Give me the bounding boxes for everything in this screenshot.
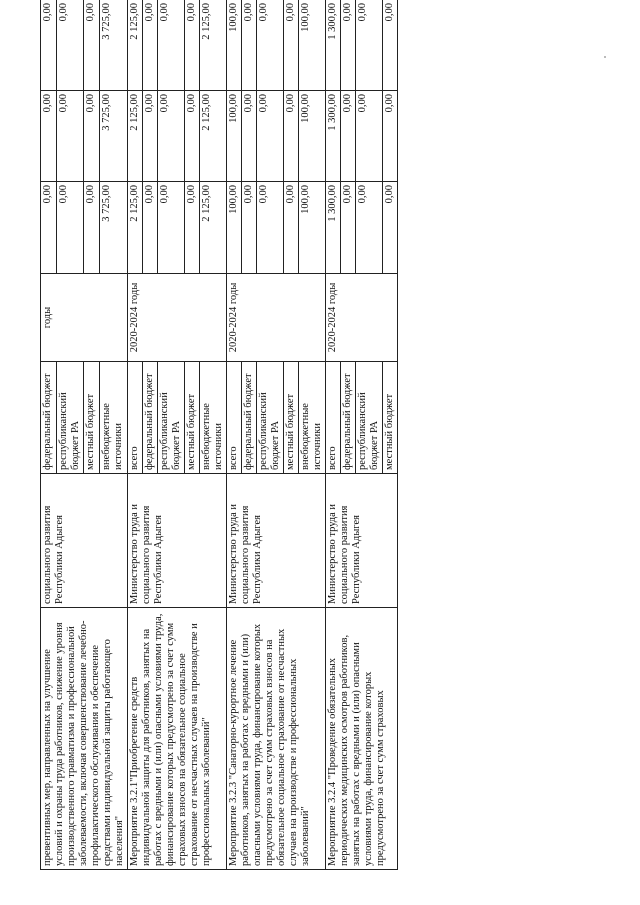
amount-cell: 0,00 [242, 0, 257, 91]
amount-cell: 0,00 [41, 91, 57, 182]
rotated-table-container [40, 0, 600, 870]
amount-cell: 0,00 [383, 91, 398, 182]
period-cell: 2020-2024 годы [326, 274, 398, 362]
amount-cell: 0,00 [158, 91, 185, 182]
amount-cell: 0,00 [143, 182, 158, 274]
amount-cell: 0,00 [383, 182, 398, 274]
amount-cell: 0,00 [341, 0, 356, 91]
funding-source-cell: местный бюджет [84, 362, 100, 474]
amount-cell: 0,00 [185, 182, 200, 274]
amount-cell: 0,00 [356, 91, 383, 182]
event-name-cell: Мероприятие 3.2.1"Приобретение средств индивидуальной защиты для работников, занятых на работах с вредными и (или) опасными условиями труда, финансирование которых предусмотрено за счет сумм страховых взносов на обязательное социальное страхование от несчастных случаев на производстве и профессиональных заболеваний" [128, 608, 227, 870]
amount-cell: 0,00 [143, 91, 158, 182]
executor-cell: Министерство труда и социального развития Республики Адыгея [227, 474, 326, 608]
amount-cell: 0,00 [56, 0, 84, 91]
amount-cell: 0,00 [341, 182, 356, 274]
amount-cell: 100,00 [299, 182, 326, 274]
amount-cell: 0,00 [356, 182, 383, 274]
period-cell: 2020-2024 годы [227, 274, 326, 362]
amount-cell: 0,00 [84, 182, 100, 274]
amount-cell: 2 125,00 [200, 91, 227, 182]
table-row [128, 0, 143, 870]
amount-cell: 2 125,00 [128, 91, 143, 182]
funding-source-cell: местный бюджет [185, 362, 200, 474]
event-name-cell: превентивных мер, направленных на улучшение условий и охраны труда работников, снижение уровня производственного травматизма и профессиональной заболеваемости, включая совершенствование лечебно-профилактического обслуживания и обеспечение средствами индивидуальной защиты работающего населения" [41, 608, 128, 870]
amount-cell: 100,00 [299, 0, 326, 91]
period-cell: 2020-2024 годы [128, 274, 227, 362]
amount-cell: 0,00 [56, 182, 84, 274]
funding-source-cell: республиканский бюджет РА [158, 362, 185, 474]
table-row [41, 0, 57, 870]
funding-source-cell: местный бюджет [284, 362, 299, 474]
amount-cell: 100,00 [227, 182, 242, 274]
amount-cell: 0,00 [257, 0, 284, 91]
amount-cell: 3 725,00 [100, 91, 128, 182]
executor-cell: социального развития Республики Адыгея [41, 474, 128, 608]
amount-cell: 0,00 [41, 182, 57, 274]
funding-source-cell: федеральный бюджет [41, 362, 57, 474]
funding-source-cell: всего [227, 362, 242, 474]
executor-cell: Министерство труда и социального развития Республики Адыгея [128, 474, 227, 608]
amount-cell: 0,00 [158, 182, 185, 274]
amount-cell: 0,00 [257, 91, 284, 182]
funding-source-cell: республиканский бюджет РА [257, 362, 284, 474]
funding-source-cell: федеральный бюджет [143, 362, 158, 474]
amount-cell: 0,00 [84, 91, 100, 182]
executor-cell: Министерство труда и социального развития Республики Адыгея [326, 474, 398, 608]
table-row [326, 0, 341, 870]
amount-cell: 0,00 [284, 0, 299, 91]
amount-cell: 0,00 [284, 91, 299, 182]
amount-cell: 2 125,00 [128, 0, 143, 91]
amount-cell: 0,00 [143, 0, 158, 91]
amount-cell: 100,00 [227, 91, 242, 182]
amount-cell: 1 300,00 [326, 0, 341, 91]
amount-cell: 0,00 [341, 91, 356, 182]
amount-cell: 1 300,00 [326, 91, 341, 182]
amount-cell: 0,00 [383, 0, 398, 91]
amount-cell: 3 725,00 [100, 0, 128, 91]
amount-cell: 0,00 [185, 91, 200, 182]
period-cell: годы [41, 274, 128, 362]
amount-cell: 0,00 [185, 0, 200, 91]
amount-cell: 1 300,00 [326, 182, 341, 274]
amount-cell: 0,00 [356, 0, 383, 91]
funding-source-cell: всего [128, 362, 143, 474]
amount-cell: 100,00 [299, 91, 326, 182]
funding-source-cell: внебюджетные источники [200, 362, 227, 474]
funding-source-cell: федеральный бюджет [341, 362, 356, 474]
amount-cell: 3 725,00 [100, 182, 128, 274]
amount-cell: 2 125,00 [200, 182, 227, 274]
funding-source-cell: республиканский бюджет РА [56, 362, 84, 474]
amount-cell: 2 125,00 [128, 182, 143, 274]
amount-cell: 0,00 [242, 91, 257, 182]
table-row [227, 0, 242, 870]
funding-source-cell: внебюджетные источники [100, 362, 128, 474]
amount-cell: 0,00 [41, 0, 57, 91]
event-name-cell: Мероприятие 3.2.3 "Санаторно-курортное лечение работников, занятых на работах с вредными и (или) опасными условиями труда, финансирование которых предусмотрено за счет сумм страховых взносов на обязательное социальное страхование от несчастных случаев на производстве и профессиональных заболеваний" [227, 608, 326, 870]
funding-source-cell: местный бюджет [383, 362, 398, 474]
amount-cell: 0,00 [257, 182, 284, 274]
amount-cell: 0,00 [284, 182, 299, 274]
amount-cell: 100,00 [227, 0, 242, 91]
event-name-cell: Мероприятие 3.2.4 "Проведение обязательных периодических медицинских осмотров работников, занятых на работах с вредными и (или) опасными условиями труда, финансирование которых предусмотрено за счет сумм страховых [326, 608, 398, 870]
funding-source-cell: республиканский бюджет РА [356, 362, 383, 474]
funding-source-cell: всего [326, 362, 341, 474]
funding-source-cell: федеральный бюджет [242, 362, 257, 474]
budget-table [40, 0, 398, 870]
scan-speck [604, 56, 606, 58]
funding-source-cell: внебюджетные источники [299, 362, 326, 474]
amount-cell: 2 125,00 [200, 0, 227, 91]
amount-cell: 0,00 [84, 0, 100, 91]
amount-cell: 0,00 [242, 182, 257, 274]
amount-cell: 0,00 [158, 0, 185, 91]
amount-cell: 0,00 [56, 91, 84, 182]
